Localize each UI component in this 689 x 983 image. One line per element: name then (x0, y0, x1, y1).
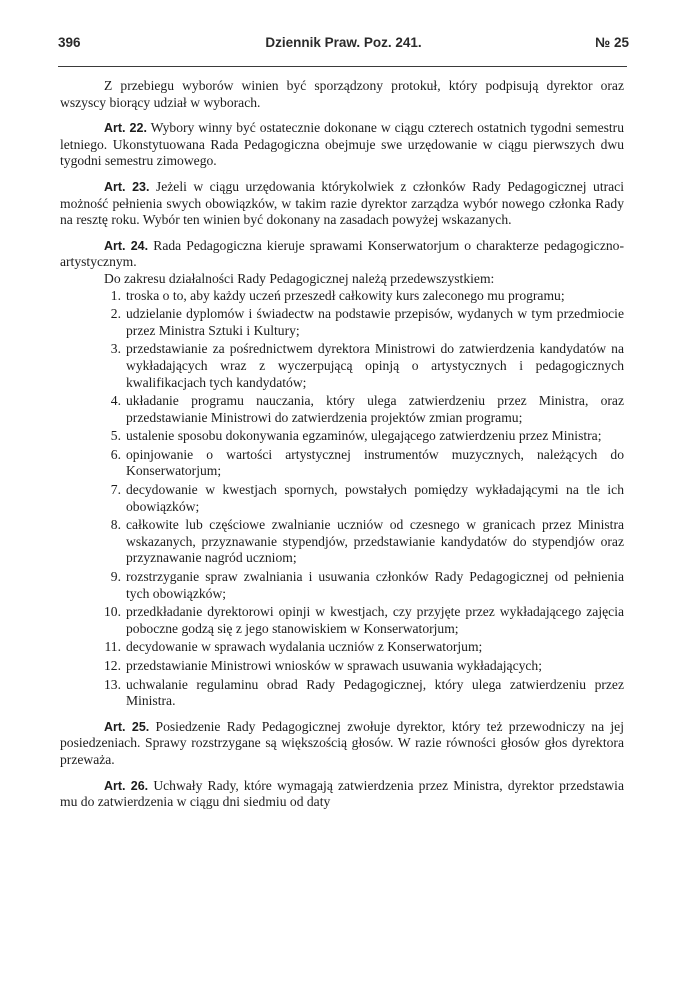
list-item (60, 341, 624, 391)
article-label: Art. 26. (104, 778, 149, 793)
list-item-number: 2. (110, 306, 121, 322)
list-item-number: 7. (110, 482, 121, 498)
document-body (60, 78, 624, 820)
article-23 (60, 179, 624, 229)
list-item-text: uchwalanie regulaminu obrad Rady Pedagogicznej, który ulega zatwierdzeniu przez Ministra. (126, 676, 624, 709)
list-item-text: całkowite lub częściowe zwalnianie uczniów od czesnego w granicach przez Ministra wskazanych, przyznawanie stypendjów, przedstawianie kandydatów do stypendjów oraz przyznawanie nagród uczniom; (126, 517, 624, 566)
list-item (60, 569, 624, 602)
list-item-number: 4. (110, 393, 121, 409)
list-item (60, 604, 624, 637)
list-item (60, 677, 624, 710)
article-25 (60, 719, 624, 769)
article-text: Uchwały Rady, które wymagają zatwierdzenia przez Ministra, dyrektor przedstawia mu do zatwierdzenia w ciągu dni siedmiu od daty (60, 777, 624, 810)
article-label: Art. 22. (104, 121, 147, 136)
list-item (60, 288, 624, 305)
scope-intro: Do zakresu działalności Rady Pedagogicznej należą przedewszystkiem: (104, 270, 495, 286)
list-item-number: 9. (110, 569, 121, 585)
list-item (60, 447, 624, 480)
page-number: 396 (58, 35, 81, 50)
article-text: Rada Pedagogiczna kieruje sprawami Konserwatorjum o charakterze pedagogiczno-artystycznym. (60, 237, 624, 270)
journal-title: Dziennik Praw. Poz. 241. (265, 35, 422, 50)
list-item-text: decydowanie w sprawach wydalania uczniów z Konserwatorjum; (126, 639, 483, 655)
article-label: Art. 24. (104, 238, 149, 253)
list-item (60, 306, 624, 339)
list-item-number: 5. (110, 428, 121, 444)
duties-list (60, 288, 624, 710)
list-item (60, 658, 624, 675)
list-item-number: 6. (110, 446, 121, 462)
list-item-text: ustalenie sposobu dokonywania egzaminów, ulegającego zatwierdzeniu przez Ministra; (126, 428, 602, 444)
list-item-text: opinjowanie o wartości artystycznej instrumentów muzycznych, należących do Konserwatorjum; (126, 446, 624, 479)
list-item (60, 428, 624, 445)
list-item-text: decydowanie w kwestjach spornych, powstałych pomiędzy wykładającymi na tle ich obowiązków; (126, 482, 624, 514)
article-24 (60, 238, 624, 271)
article-label: Art. 23. (104, 179, 150, 194)
list-item-number: 12. (104, 658, 121, 673)
list-item-text: układanie programu nauczania, który ulega zatwierdzeniu przez Ministra, oraz przedstawianie Ministrowi do zatwierdzenia projektów zmian programu; (126, 393, 624, 425)
intro-paragraph: Z przebiegu wyborów winien być sporządzony protokuł, który podpisują dyrektor oraz wszyscy biorący udział w wyborach. (60, 78, 624, 110)
list-item-number: 1. (110, 287, 121, 303)
article-22 (60, 120, 624, 170)
header-rule (58, 66, 627, 67)
article-text: Wybory winny być ostatecznie dokonane w ciągu czterech ostatnich tygodni semestru letniego. Ukonstytuowana Rada Pedagogiczna obejmuje swe urzędowanie w ciągu pierwszych dwu tygodni semestru zimowego. (60, 120, 625, 169)
issue-number: № 25 (595, 35, 629, 50)
list-item-text: udzielanie dyplomów i świadectw na podstawie przepisów, wydanych w tym przedmiocie przez Ministra Sztuki i Kultury; (126, 306, 624, 338)
running-header (58, 33, 629, 55)
article-26 (60, 778, 624, 811)
article-text: Posiedzenie Rady Pedagogicznej zwołuje dyrektor, który też przewodniczy na jej posiedzeniach. Sprawy rozstrzygane są większością głosów. W razie równości głosów głos dyrektora przeważa. (60, 718, 624, 767)
article-text: Jeżeli w ciągu urzędowania którykolwiek z członków Rady Pedagogicznej utraci możność pełnienia swych obowiązków, w takim razie dyrektor zarządza wybór nowego członka Rady na resztę roku. Wybór ten winien być dokonany na zasadach powyżej wskazanych. (60, 178, 624, 228)
list-item-number: 8. (110, 517, 121, 533)
list-item-number: 13. (104, 676, 121, 692)
list-item-number: 10. (104, 604, 121, 620)
list-item-text: przedstawianie Ministrowi wniosków w sprawach usuwania wykładających; (126, 658, 543, 673)
list-item-number: 11. (104, 639, 121, 655)
list-item-text: przedstawianie za pośrednictwem dyrektora Ministrowi do zatwierdzenia kandydatów na wykładających wraz z wyczerpującą opinją o artystycznych i pedagogicznych kwalifikacjach tych kandydatów; (126, 341, 624, 390)
list-item (60, 639, 624, 656)
list-item-number: 3. (110, 341, 121, 357)
list-item (60, 482, 624, 515)
list-item (60, 393, 624, 426)
article-label: Art. 25. (104, 719, 150, 734)
list-item-text: przedkładanie dyrektorowi opinji w kwestjach, czy przyjęte przez wykładającego zajęcia poboczne godzą się z jego stanowiskiem w Konserwatorjum; (126, 604, 624, 636)
list-item (60, 517, 624, 567)
list-item-text: rozstrzyganie spraw zwalniania i usuwania członków Rady Pedagogicznej od pełnienia tych obowiązków; (126, 569, 624, 601)
list-item-text: troska o to, aby każdy uczeń przeszedł całkowity kurs zaleconego mu programu; (126, 287, 565, 303)
